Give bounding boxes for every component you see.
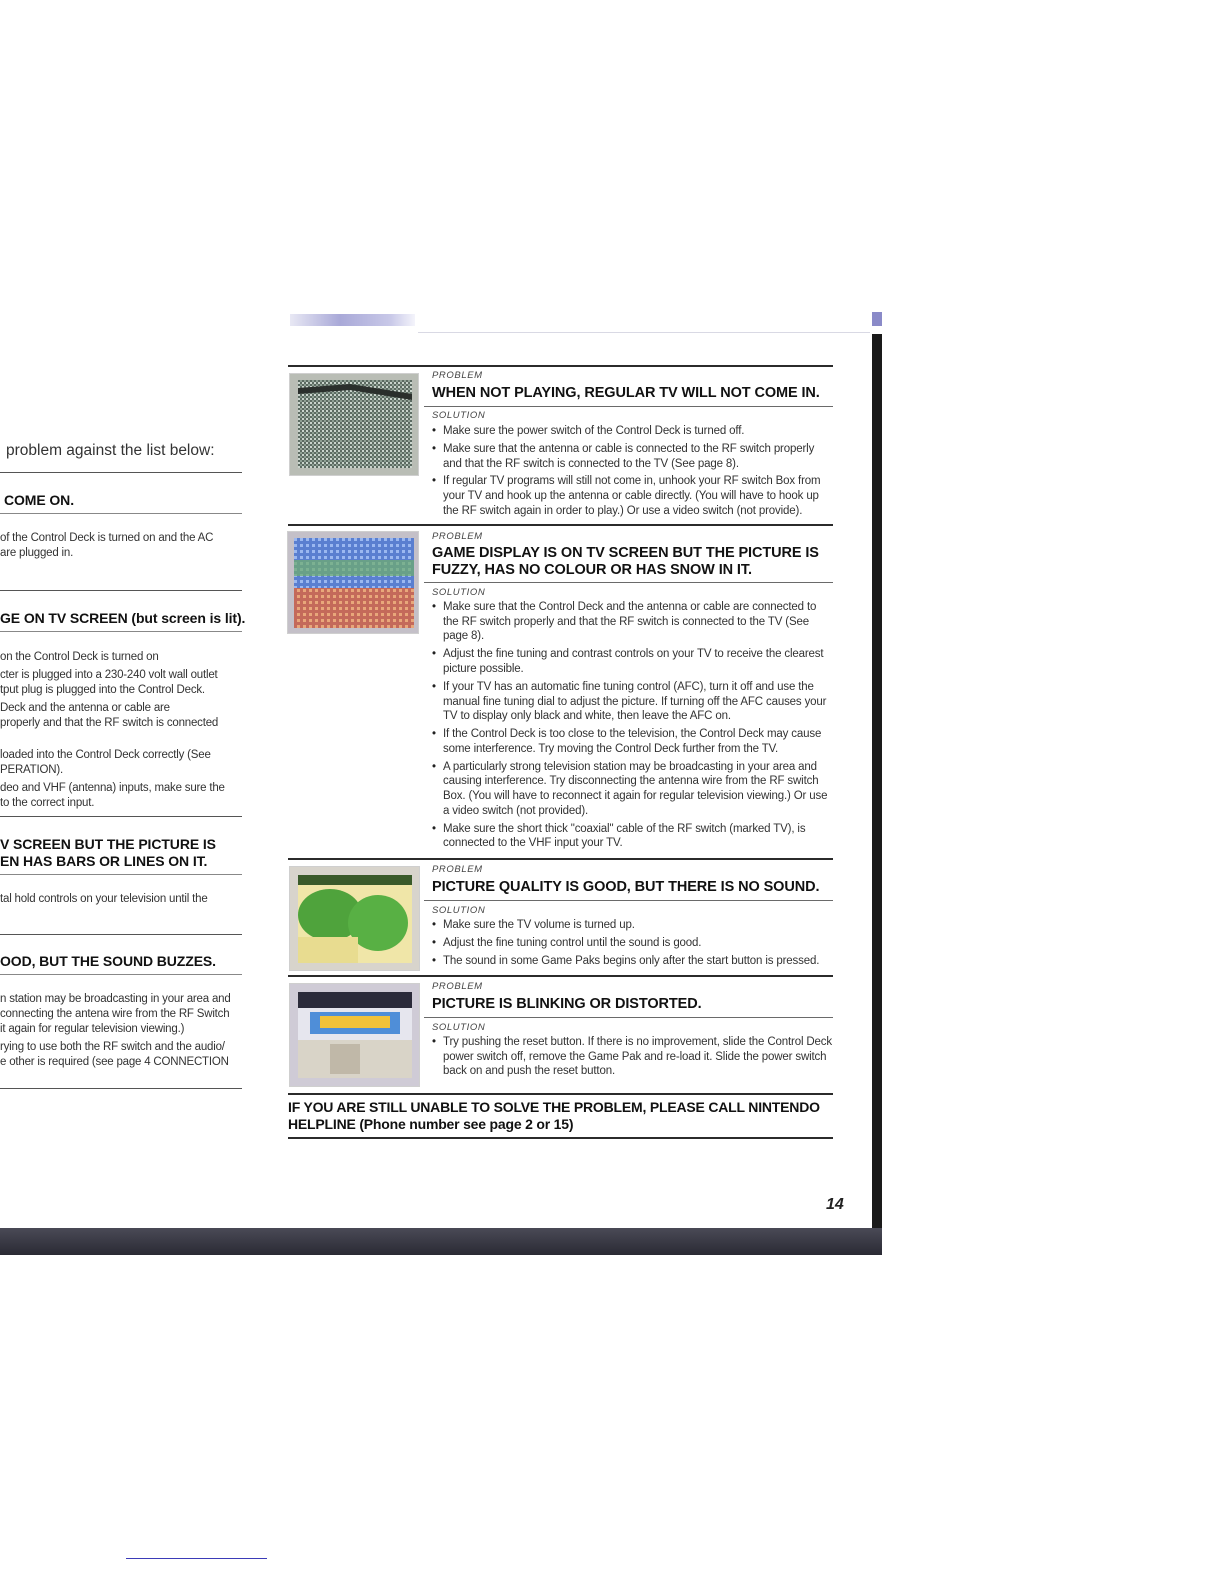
divider [0,874,242,875]
left-paragraph-2-line: PERATION). [0,764,63,776]
heading-underline [424,1017,833,1018]
solution-list [432,918,834,972]
solution-item: • Adjust the fine tuning and contrast controls on your TV to receive the clearest picture possible. [432,647,834,676]
left-paragraph-1-line: are plugged in. [0,547,74,559]
left-paragraph-2-line: tput plug is plugged into the Control Deck. [0,684,205,696]
top-hairline [418,332,870,333]
section-rule [288,365,833,367]
left-paragraph-2-line: deo and VHF (antenna) inputs, make sure the [0,782,225,794]
solution-item: • Make sure the TV volume is turned up. [432,918,834,933]
solution-label: SOLUTION [432,905,486,916]
divider [0,631,242,632]
helpline-note: IF YOU ARE STILL UNABLE TO SOLVE THE PROBLEM, PLEASE CALL NINTENDO HELPLINE (Phone number see page 2 or 15) [288,1099,820,1132]
left-paragraph-3-line: tal hold controls on your television until the [0,893,208,905]
solution-list [432,424,834,522]
left-paragraph-2-line: cter is plugged into a 230-240 volt wall outlet [0,669,218,681]
solution-item: • Make sure that the Control Deck and the antenna or cable are connected to the RF switch properly and that the RF switch is connected to the TV (See page 8). [432,600,834,644]
solution-label: SOLUTION [432,410,486,421]
problem-heading: WHEN NOT PLAYING, REGULAR TV WILL NOT COME IN. [432,385,820,401]
divider [0,974,242,975]
top-color-bar [290,314,415,326]
game-screen-photo [289,866,420,971]
solution-item: • If regular TV programs will still not come in, unhook your RF switch Box from your TV and hook up the antenna or cable directly. (You will have to hook up the RF switch again in order to play.) Or use a video switch (not provide). [432,474,834,518]
left-heading-3-line: EN HAS BARS OR LINES ON IT. [0,853,208,869]
left-paragraph-4-line: n station may be broadcasting in your area and [0,993,231,1005]
bottom-binding-band [0,1228,882,1255]
problem-heading: PICTURE QUALITY IS GOOD, BUT THERE IS NO SOUND. [432,879,820,895]
left-paragraph-1-line: of the Control Deck is turned on and the AC [0,532,214,544]
divider [0,513,242,514]
heading-underline [424,582,833,583]
left-heading-3-line: V SCREEN BUT THE PICTURE IS [0,836,216,852]
solution-item: • Make sure the short thick "coaxial" cable of the RF switch (marked TV), is connected to the VHF input your TV. [432,822,834,851]
game-screen-image [290,867,419,970]
solution-label: SOLUTION [432,587,486,598]
divider [0,590,242,591]
corner-mark [872,312,882,326]
problem-label: PROBLEM [432,981,483,992]
left-heading-1: COME ON. [4,492,74,508]
left-heading-4: OOD, BUT THE SOUND BUZZES. [0,953,216,969]
page-number: 14 [826,1196,844,1213]
section-rule [288,1137,833,1139]
tv-static-image [290,374,418,475]
section-rule [288,975,833,977]
solution-item: • Make sure that the antenna or cable is connected to the RF switch properly and that the RF switch is connected to the TV (See page 8). [432,442,834,471]
divider [0,816,242,817]
tv-static-photo [289,373,419,476]
problem-label: PROBLEM [432,531,483,542]
solution-item: • Adjust the fine tuning control until the sound is good. [432,936,834,951]
solution-item: • A particularly strong television station may be broadcasting in your area and causing interference. Try disconnecting the antenna wire from the RF switch Box. (You will have to reconnect it again for regular television viewing.) Or use a video switch (not provided). [432,760,834,819]
left-paragraph-4-line: connecting the antena wire from the RF Switch [0,1008,230,1020]
problem-label: PROBLEM [432,864,483,875]
left-paragraph-2-line: on the Control Deck is turned on [0,651,159,663]
problem-heading: GAME DISPLAY IS ON TV SCREEN BUT THE PICTURE IS FUZZY, HAS NO COLOUR OR HAS SNOW IN IT. [432,545,819,578]
fuzzy-game-image [288,532,418,633]
left-heading-2: GE ON TV SCREEN (but screen is lit). [0,610,246,626]
solution-item: • Try pushing the reset button. If there is no improvement, slide the Control Deck power switch off, remove the Game Pak and re-load it. Slide the power switch back on and push the reset button. [432,1035,834,1079]
section-rule [288,858,833,860]
divider [0,472,242,473]
distorted-game-photo [289,983,420,1087]
page-edge-shadow [872,334,882,1255]
solution-item: • The sound in some Game Paks begins only after the start button is pressed. [432,954,834,969]
section-rule [288,524,833,526]
heading-underline [424,406,833,407]
divider [0,1088,242,1089]
left-paragraph-4-line: rying to use both the RF switch and the audio/ [0,1041,225,1053]
left-intro-text: problem against the list below: [6,442,215,459]
problem-label: PROBLEM [432,370,483,381]
left-paragraph-2-line: Deck and the antenna or cable are [0,702,170,714]
left-paragraph-2-line: to the correct input. [0,797,95,809]
left-paragraph-2-line: loaded into the Control Deck correctly (See [0,749,211,761]
solution-item: • If your TV has an automatic fine tuning control (AFC), turn it off and use the manual fine tuning dial to adjust the picture. If turning off the AFC causes your TV to display only black and white, then leave the AFC on. [432,680,834,724]
distorted-game-image [290,984,419,1086]
heading-underline [424,900,833,901]
solution-item: • If the Control Deck is too close to the television, the Control Deck may cause some interference. Try moving the Control Deck further from the TV. [432,727,834,756]
solution-list [432,600,834,854]
solution-item: • Make sure the power switch of the Control Deck is turned off. [432,424,834,439]
fuzzy-game-photo [287,531,419,634]
solution-list [432,1035,834,1082]
section-rule [288,1093,833,1095]
left-paragraph-2-line: properly and that the RF switch is connected [0,717,219,729]
solution-label: SOLUTION [432,1022,486,1033]
divider [0,934,242,935]
blue-underline-mark [126,1558,267,1559]
left-paragraph-4-line: it again for regular television viewing.) [0,1023,185,1035]
left-page-fragment [0,300,258,1255]
left-paragraph-4-line: e other is required (see page 4 CONNECTION [0,1056,229,1068]
problem-heading: PICTURE IS BLINKING OR DISTORTED. [432,996,702,1012]
